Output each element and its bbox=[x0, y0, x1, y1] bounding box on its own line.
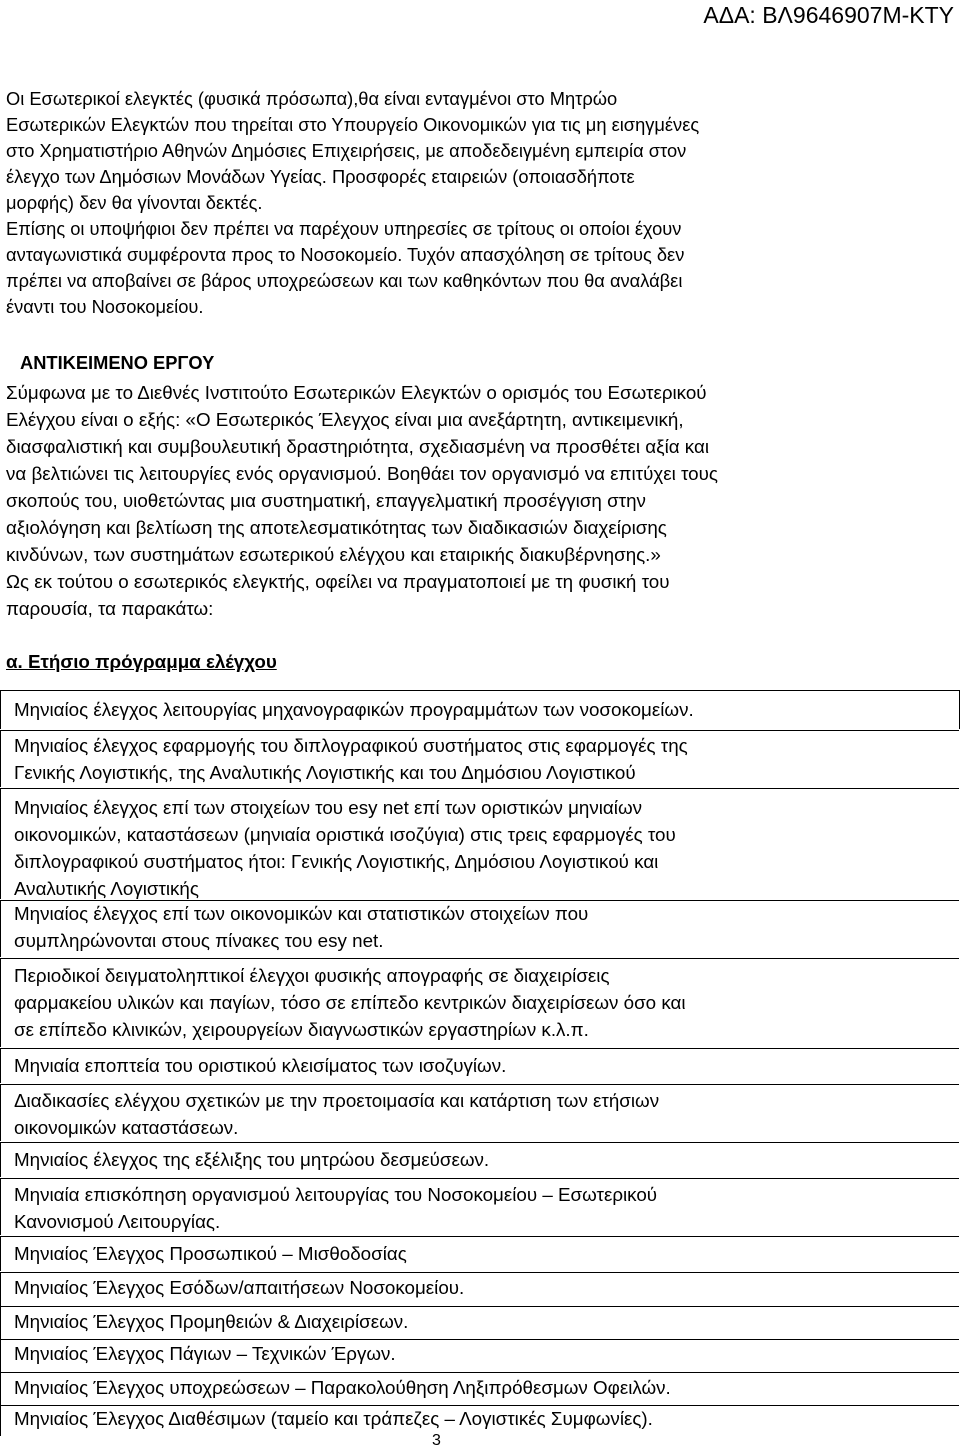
program-row-text bbox=[14, 1052, 834, 1079]
program-row-line: Αναλυτικής Λογιστικής bbox=[14, 878, 199, 899]
program-row-line: Περιοδικοί δειγματοληπτικοί έλεγχοι φυσικής απογραφής σε διαχειρίσεις bbox=[14, 965, 610, 986]
text-line: παρουσία, τα παρακάτω: bbox=[6, 598, 214, 619]
program-row bbox=[0, 1306, 958, 1338]
text-line: Ως εκ τούτου ο εσωτερικός ελεγκτής, οφείλει να πραγματοποιεί με τη φυσική του bbox=[6, 571, 670, 592]
program-row-line: Μηνιαίος έλεγχος λειτουργίας μηχανογραφικών προγραμμάτων των νοσοκομείων. bbox=[14, 699, 694, 720]
program-row-line: Μηνιαίος Έλεγχος Πάγιων – Τεχνικών Έργων. bbox=[14, 1343, 396, 1364]
program-row-text bbox=[14, 794, 834, 902]
program-row-text bbox=[14, 732, 834, 786]
program-subheading: α. Ετήσιο πρόγραμμα ελέγχου bbox=[6, 651, 277, 672]
program-row-line: οικονομικών, καταστάσεων (μηνιαία οριστικά ισοζύγια) στις τρεις εφαρμογές του bbox=[14, 824, 676, 845]
text-line: Σύμφωνα με το Διεθνές Ινστιτούτο Εσωτερικών Ελεγκτών ο ορισμός του Εσωτερικού bbox=[6, 382, 707, 403]
program-row-line: Διαδικασίες ελέγχου σχετικών με την προετοιμασία και κατάρτιση των ετήσιων bbox=[14, 1090, 660, 1111]
program-row-line: Μηνιαίος Έλεγχος Εσόδων/απαιτήσεων Νοσοκομείου. bbox=[14, 1277, 465, 1298]
text-line: πρέπει να αποβαίνει σε βάρος υποχρεώσεων και των καθηκόντων που θα αναλάβει bbox=[6, 270, 683, 291]
text-line: σκοπούς του, υιοθετώντας μια συστηματική, επαγγελματική προσέγγιση στην bbox=[6, 490, 646, 511]
text-line: έλεγχο των Δημόσιων Μονάδων Υγείας. Προσφορές εταιρειών (οποιασδήποτε bbox=[6, 166, 635, 187]
program-row-line: Μηνιαίος Έλεγχος Διαθέσιμων (ταμείο και τράπεζες – Λογιστικές Συμφωνίες). bbox=[14, 1408, 653, 1429]
program-row-text bbox=[14, 962, 834, 1043]
program-row-text bbox=[14, 1240, 834, 1267]
program-row-line: Μηνιαία εποπτεία του οριστικού κλεισίματος των ισοζυγίων. bbox=[14, 1055, 507, 1076]
section-body bbox=[6, 379, 856, 622]
program-row bbox=[0, 1178, 958, 1234]
program-row-text bbox=[14, 1340, 834, 1367]
program-row bbox=[0, 788, 958, 898]
section-heading: ΑΝΤΙΚΕΙΜΕΝΟ ΕΡΓΟΥ bbox=[20, 352, 215, 373]
program-row-line: Μηνιαίος Έλεγχος Προμηθειών & Διαχειρίσεων. bbox=[14, 1311, 409, 1332]
program-row-text bbox=[14, 1087, 834, 1141]
program-row-line: Μηνιαίος έλεγχος επί των οικονομικών και στατιστικών στοιχείων που bbox=[14, 903, 589, 924]
text-line: μορφής) δεν θα γίνονται δεκτές. bbox=[6, 192, 263, 213]
program-row-line: Γενικής Λογιστικής, της Αναλυτικής Λογιστικής και του Δημόσιου Λογιστικού bbox=[14, 762, 636, 783]
program-row-text bbox=[14, 1274, 834, 1301]
text-line: στο Χρηματιστήριο Αθηνών Δημόσιες Επιχειρήσεις, με αποδεδειγμένη εμπειρία στον bbox=[6, 140, 687, 161]
program-row-line: οικονομικών καταστάσεων. bbox=[14, 1117, 239, 1138]
program-row-text bbox=[14, 696, 834, 723]
program-row bbox=[0, 1272, 958, 1306]
program-row bbox=[0, 1084, 958, 1140]
program-row-line: Μηνιαία επισκόπηση οργανισμού λειτουργίας του Νοσοκομείου – Εσωτερικού bbox=[14, 1184, 658, 1205]
program-row-line: Κανονισμού Λειτουργίας. bbox=[14, 1211, 221, 1232]
program-row-text bbox=[14, 1146, 834, 1173]
program-row bbox=[0, 1372, 958, 1404]
program-row-line: Μηνιαίος έλεγχος επί των στοιχείων του esy net επί των οριστικών μηνιαίων bbox=[14, 797, 643, 818]
program-row-text bbox=[14, 900, 834, 954]
text-line: να βελτιώνει τις λειτουργίες ενός οργανισμού. Βοηθάει τον οργανισμό να επιτύχει τους bbox=[6, 463, 718, 484]
program-row bbox=[0, 1405, 958, 1435]
text-line: Ελέγχου είναι ο εξής: «Ο Εσωτερικός Έλεγχος είναι μια ανεξάρτητη, αντικειμενική, bbox=[6, 409, 684, 430]
ada-code: ΑΔΑ: ΒΛ9646907Μ-ΚΤΥ bbox=[703, 2, 954, 28]
text-line: αξιολόγηση και βελτίωση της αποτελεσματικότητας των διαδικασιών διαχείρισης bbox=[6, 517, 667, 538]
text-line: διασφαλιστική και συμβουλευτική δραστηριότητα, σχεδιασμένη να προσθέτει αξία και bbox=[6, 436, 710, 457]
text-line: ανταγωνιστικά συμφέροντα προς το Νοσοκομείο. Τυχόν απασχόληση σε τρίτους δεν bbox=[6, 244, 685, 265]
program-row bbox=[0, 900, 958, 956]
program-row-line: Μηνιαίος Έλεγχος Προσωπικού – Μισθοδοσίας bbox=[14, 1243, 407, 1264]
program-row-text bbox=[14, 1374, 834, 1401]
program-row bbox=[0, 1142, 958, 1176]
program-row bbox=[0, 1339, 958, 1371]
program-row-line: Μηνιαίος Έλεγχος υποχρεώσεων – Παρακολούθηση Ληξιπρόθεσμων Οφειλών. bbox=[14, 1377, 671, 1398]
program-row-line: διπλογραφικού συστήματος ήτοι: Γενικής Λογιστικής, Δημόσιου Λογιστικού και bbox=[14, 851, 659, 872]
program-row-line: Μηνιαίος έλεγχος εφαρμογής του διπλογραφικού συστήματος στις εφαρμογές της bbox=[14, 735, 688, 756]
program-row-line: συμπληρώνονται στους πίνακες του esy net. bbox=[14, 930, 384, 951]
text-line: κινδύνων, των συστημάτων εσωτερικού ελέγχου και εταιρικής διακυβέρνησης.» bbox=[6, 544, 661, 565]
program-row-line: φαρμακείου υλικών και παγίων, τόσο σε επίπεδο κεντρικών διαχειρίσεων όσο και bbox=[14, 992, 686, 1013]
program-row-text bbox=[14, 1308, 834, 1335]
page-number: 3 bbox=[432, 1432, 441, 1449]
intro-paragraph bbox=[6, 86, 846, 320]
text-line: Εσωτερικών Ελεγκτών που τηρείται στο Υπουργείο Οικονομικών για τις μη εισηγμένες bbox=[6, 114, 700, 135]
program-row bbox=[0, 1236, 958, 1270]
text-line: Επίσης οι υποψήφιοι δεν πρέπει να παρέχουν υπηρεσίες σε τρίτους οι οποίοι έχουν bbox=[6, 218, 682, 239]
program-row-line: σε επίπεδο κλινικών, χειρουργείων διαγνωστικών εργαστηρίων κ.λ.π. bbox=[14, 1019, 589, 1040]
text-line: έναντι του Νοσοκομείου. bbox=[6, 296, 204, 317]
text-line: Οι Εσωτερικοί ελεγκτές (φυσικά πρόσωπα),θα είναι ενταγμένοι στο Μητρώο bbox=[6, 88, 618, 109]
program-row bbox=[0, 690, 958, 728]
program-row bbox=[0, 1048, 958, 1082]
program-row-text bbox=[14, 1405, 834, 1432]
program-row bbox=[0, 730, 958, 786]
program-row-line: Μηνιαίος έλεγχος της εξέλιξης του μητρώου δεσμεύσεων. bbox=[14, 1149, 490, 1170]
program-row bbox=[0, 958, 958, 1046]
program-row-text bbox=[14, 1181, 834, 1235]
